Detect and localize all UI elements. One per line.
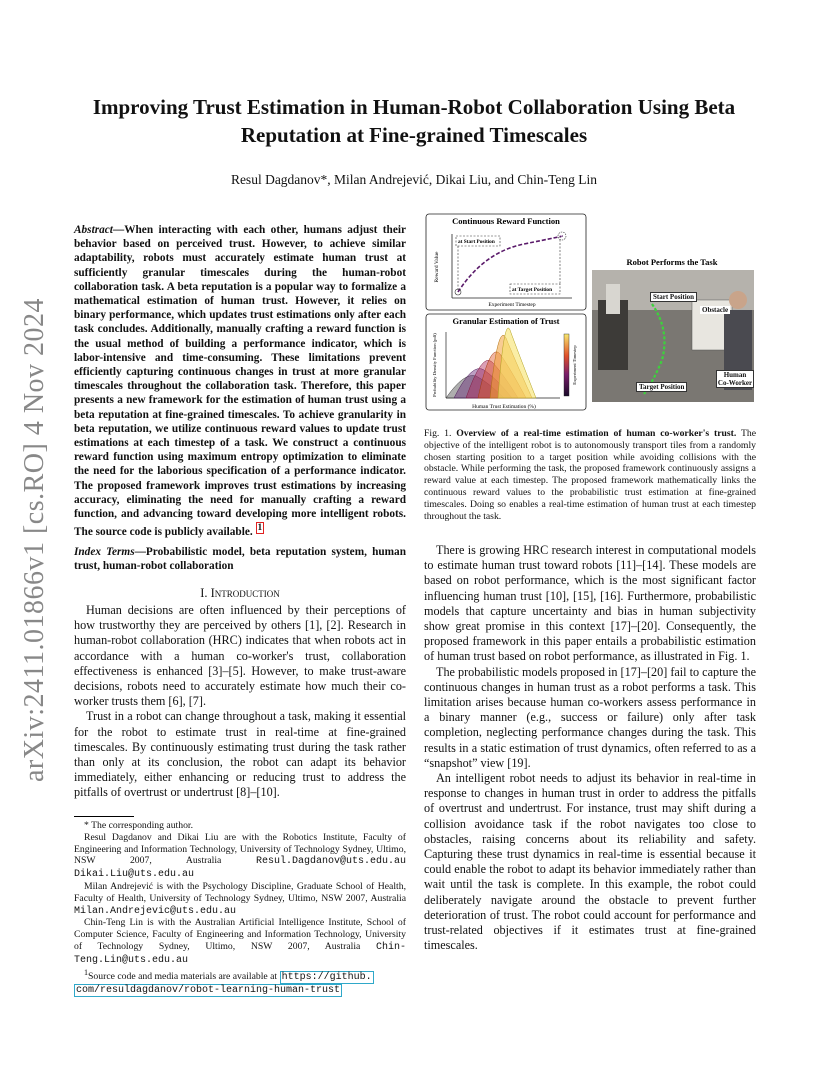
right-paragraph-2: The probabilistic models proposed in [17]–[20] fail to capture the continuous changes in human trust as a robot performs a task. This limitation arises because human co-workers assess performance in a binary manner (e.g., success or failure) only after task completion, neglecting performance changes during the task. This results in a static estimation of trust dynamics, often referred to as a “snapshot” view [19]. [424,664,756,770]
email-3: Milan.Andrejevic@uts.edu.au [74,905,237,917]
photo-target-label: Target Position [636,382,687,392]
granular-y-label: Probability Density Function (pdf) [432,333,437,397]
right-paragraph-1: There is growing HRC research interest in computational models to estimate human trust toward robots [11]–[14]. These models are based on robot performance, which is the most significant factor influencing human trust [10], [15], [16]. Furthermore, probabilistic models that capture uncertainty and bias in human subjectivity show great promise in this context [17]–[20]. Consequently, the proposed framework in this paper entails a probabilistic estimation of human trust based on robot performance, as illustrated in Fig. 1. [424,543,756,664]
footnote-affiliation-2 [74,881,406,917]
affiliation-3-text: Chin-Teng Lin is with the Australian Artificial Intelligence Institute, School of Computer Science, Faculty of Engineering and Information Technology, University of Technology Sydney, Ultimo, NSW 2007, Australia [74,917,406,952]
footnotes [74,820,406,996]
footnote-corresponding: * The corresponding author. [84,820,194,831]
arxiv-identifier [10,280,60,800]
at-start-label: at Start Position [458,239,495,245]
email-2: Dikai.Liu@uts.edu.au [74,869,195,881]
right-paragraph-3: An intelligent robot needs to adjust its behavior in real-time in response to changes in human trust in order to address the pitfalls of overtrust and undertrust. For instance, trust may shift during a collision avoidance task if the robot navigates too close to obstacles, raising concerns about its reliability and safety. Capturing these trust dynamics in real-time is essential because it could enable the robot to adapt its behavior immediately rather than wait until the task is complete. In this example, the robot could deliberately navigate around the obstacle to prevent further deterioration of trust. The robot could account for performance and trust-related objectives if it estimates trust at fine-grained timescales. [424,771,756,953]
at-target-label: at Target Position [512,287,553,293]
granular-x-label: Human Trust Estimation (%) [472,404,536,410]
abstract: Abstract—When interacting with each other, humans adjust their behavior based on perceived trust. However, to achieve similar adaptability, robots must accurately estimate human trust at sufficiently granular timescales during the human-robot collaboration task. A beta reputation is a popular way to formalize a mathematical estimation of human trust. However, it relies on binary performance, which updates trust estimations only after each task concludes. Additionally, manually crafting a reward function is the usual method of building a performance indicator, which is labor-intensive and time-consuming. These limitations prevent efficiently capturing continuous changes in trust at more granular timescales throughout the collaboration task. Therefore, this paper presents a new framework for the estimation of human trust using a beta reputation at fine-grained timescales. To achieve granularity in beta reputation, we utilize continuous reward values to update trust estimations at each timestep of a task. We construct a continuous reward function using maximum entropy optimization to eliminate the need for the laborious specification of a performance indicator. The proposed framework improves trust estimations by increasing accuracy, eliminating the need for manually crafting a reward function, and advancing toward developing more intelligent robots. The source code is publicly available. $^1$ [74,224,406,539]
source-footnote-mark: 1 [84,967,89,977]
reward-panel-frame [426,214,586,310]
source-url-link-1[interactable]: https://github. [281,971,372,983]
photo-human-line-2: Co-Worker [717,379,753,387]
caption-label: Fig. 1. [424,428,452,439]
photo-start-label: Start Position [650,292,697,302]
affiliation-2-text: Milan Andrejević is with the Psychology Discipline, Graduate School of Health, Faculty of Health, University of Technology Sydney, Ultimo, NSW 2007, Australia [74,880,406,904]
email-4: Chin-Teng.Lin@uts.edu.au [74,941,407,966]
photo-panel-title: Robot Performs the Task [626,257,718,267]
robot-arm [606,284,620,314]
abstract-label: Abstract [74,224,113,236]
source-text: Source code and media materials are available at [88,970,278,982]
abstract-text: When interacting with each other, humans adjust their behavior based on perceived trust. However, to achieve similar adaptability, robots must accurately estimate human trust at sufficiently granular timescales during the human-robot collaboration task. A beta reputation is a popular way to formalize a mathematical estimation of human trust. However, it relies on binary performance, which updates trust estimations only after each task concludes. Additionally, manually crafting a reward function is the usual method of building a performance indicator, which is labor-intensive and time-consuming. These limitations prevent efficiently capturing continuous changes in trust at more granular timescales throughout the collaboration task. Therefore, this paper presents a new framework for the estimation of human trust using a beta reputation at fine-grained timescales. To achieve granularity in beta reputation, we utilize continuous reward values to update trust estimations at each timestep of a task. We construct a continuous reward function using maximum entropy optimization to eliminate the need for the laborious specification of a performance indicator. The proposed framework improves trust estimations by increasing accuracy, eliminating the need for manually crafting a reward function, and advancing toward developing more intelligent robots. The source code is publicly available. [74,224,406,539]
footnote-source [74,967,406,997]
robot-task-photo [592,270,754,402]
footnote-rule [74,816,134,817]
photo-human-line-1: Human [723,371,747,379]
affiliation-1-text: Resul Dagdanov and Dikai Liu are with the Robotics Institute, Faculty of Engineering and Information Technology, University of Technology Sydney, Ultimo, NSW 2007, Australia [74,831,406,867]
author-list: Resul Dagdanov*, Milan Andrejević, Dikai Liu, and Chin-Teng Lin [230,172,598,187]
section-number: I. [200,586,208,600]
reward-panel-title: Continuous Reward Function [452,216,560,226]
source-url-link-2[interactable]: com/resuldagdanov/robot-learning-human-trust [76,984,341,996]
arxiv-identifier-text: arXiv:2411.01866v1 [cs.RO] 4 Nov 2024 [19,297,50,783]
intro-paragraph-2: Trust in a robot can change throughout a task, making it essential for the robot to estimate trust in real-time at fine-grained timescales. By continuously estimating trust during the task rather than only at its conclusion, the robot can adapt its behavior immediately, either enhancing or reducing trust to address the pitfalls of overtrust or undertrust [8]–[10]. [74,709,406,800]
index-terms: Index Terms—Probabilistic model, beta reputation system, human trust, human-robot collaboration [74,546,406,573]
paper-title: Improving Trust Estimation in Human-Robot Collaboration Using Beta Reputation at Fine-grained Timescales [92,95,736,147]
photo-obstacle-label: Obstacle [702,306,729,314]
right-column-body [424,543,756,953]
index-terms-text: Probabilistic model, beta reputation system, human trust, human-robot collaboration [74,546,406,573]
photo-human-label [716,370,754,388]
section-heading [74,586,406,601]
reward-x-label: Experiment Timestep [488,302,536,308]
colorbar-label: Experiment Timestep [572,345,577,385]
section-title: Introduction [210,586,280,600]
granular-panel-title: Granular Estimation of Trust [452,316,560,326]
reward-y-label: Reward Value [434,251,440,283]
footnote-affiliation-3 [74,917,406,966]
introduction-body [74,603,406,801]
caption-bold: Overview of a real-time estimation of human co-worker's trust. [456,428,737,439]
index-terms-label: Index Terms [74,546,135,558]
figure-caption [424,428,756,522]
email-1: Resul.Dagdanov@uts.edu.au [255,856,407,868]
colorbar [564,334,569,396]
abstract-footnote-link[interactable]: 1 [257,523,263,534]
footnote-affiliation-1 [74,832,406,881]
intro-paragraph-1: Human decisions are often influenced by their perceptions of how trustworthy they are perceived by others [1], [2]. Research in human-robot collaboration (HRC) indicates that when robots act in accordance with a human co-worker's trust, collaboration effectiveness is enhanced [3]–[5]. However, to make trust-aware decisions, robots need to accurately estimate how much their co-worker trusts them [6], [7]. [74,603,406,709]
human-head [729,291,747,309]
figure-1 [424,212,756,416]
caption-text: The objective of the intelligent robot is to autonomously transport tiles from a randomly chosen starting position to a target position while avoiding collisions with the obstacle. While performing the task, the proposed framework continuously assigns a reward value at each timestep. The proposed framework mathematically links the continuous reward values to the probabilistic trust estimation at fine-grained timescales. Doing so enables a real-time estimation of human trust at each timestep throughout the task. [424,428,757,522]
